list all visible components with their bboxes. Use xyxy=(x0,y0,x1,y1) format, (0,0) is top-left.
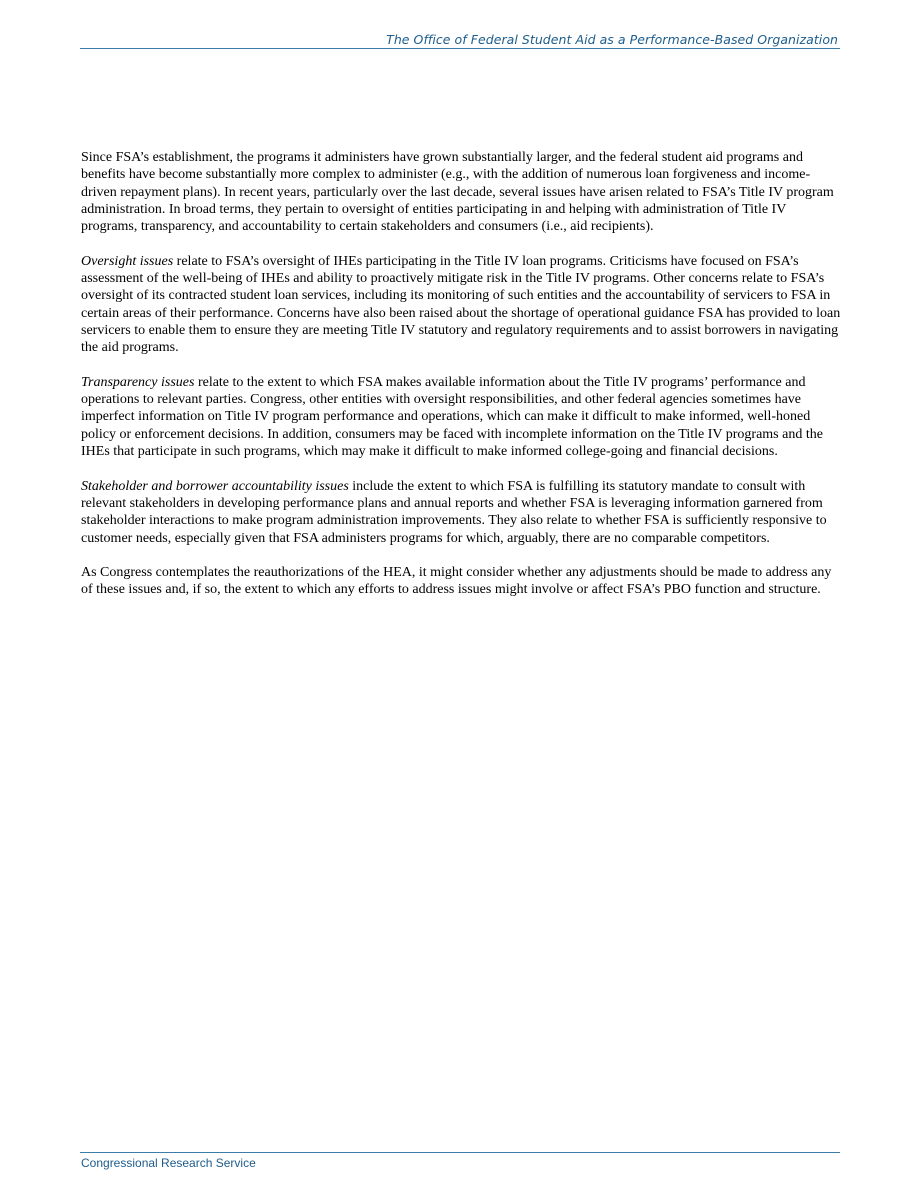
paragraph-transparency-text: relate to the extent to which FSA makes available information about the Title IV programs’ performance and operations to relevant parties. Congress, other entities with oversight responsibilities, and other federal agencies sometimes have imperfect information on Title IV program performance and operations, which can make it difficult to make informed, well-honed policy or enforcement decisions. In addition, consumers may be faced with incomplete information on the Title IV programs and the IHEs that participate in such programs, which may make it difficult to make informed college-going and financial decisions. xyxy=(81,374,823,460)
term-oversight-issues: Oversight issues xyxy=(81,253,174,269)
footer-organization: Congressional Research Service xyxy=(81,1156,256,1170)
running-header-title: The Office of Federal Student Aid as a Performance-Based Organization xyxy=(386,32,838,47)
paragraph-transparency xyxy=(81,374,841,460)
paragraph-intro-text: Since FSA’s establishment, the programs it administers have grown substantially larger, and the federal student aid programs and benefits have become substantially more complex to administer (e.g., with the addition of numerous loan forgiveness and income-driven repayment plans). In recent years, particularly over the last decade, several issues have arisen related to FSA’s Title IV program administration. In broad terms, they pertain to oversight of entities participating in and helping with administration of Title IV programs, transparency, and accountability to certain stakeholders and consumers (i.e., aid recipients). xyxy=(81,150,834,235)
term-accountability-issues: Stakeholder and borrower accountability issues xyxy=(81,478,349,494)
paragraph-conclusion xyxy=(81,564,841,599)
paragraph-oversight-text: relate to FSA’s oversight of IHEs participating in the Title IV loan programs. Criticisms have focused on FSA’s assessment of the well-being of IHEs and ability to proactively mitigate risk in the Title IV programs. Other concerns relate to FSA’s oversight of its contracted student loan services, including its monitoring of such entities and the accountability of servicers to FSA in certain areas of their performance. Concerns have also been raised about the shortage of operational guidance FSA has provided to loan servicers to enable them to ensure they are meeting Title IV statutory and regulatory requirements and to assist borrowers in navigating the aid programs. xyxy=(81,253,841,356)
page-footer xyxy=(80,1152,840,1170)
paragraph-intro xyxy=(81,149,841,235)
document-body xyxy=(81,149,841,616)
paragraph-oversight xyxy=(81,253,841,357)
term-transparency-issues: Transparency issues xyxy=(81,374,195,390)
paragraph-conclusion-text: As Congress contemplates the reauthorizations of the HEA, it might consider whether any adjustments should be made to address any of these issues and, if so, the extent to which any efforts to address issues might involve or affect FSA’s PBO function and structure. xyxy=(81,565,832,598)
paragraph-accountability xyxy=(81,478,841,547)
paragraph-accountability-text: include the extent to which FSA is fulfilling its statutory mandate to consult with relevant stakeholders in developing performance plans and annual reports and whether FSA is leveraging information garnered from stakeholder interactions to make program administration improvements. They also relate to whether FSA is sufficiently responsive to customer needs, especially given that FSA administers programs for which, arguably, there are no comparable competitors. xyxy=(81,478,827,546)
page-header xyxy=(80,31,840,49)
